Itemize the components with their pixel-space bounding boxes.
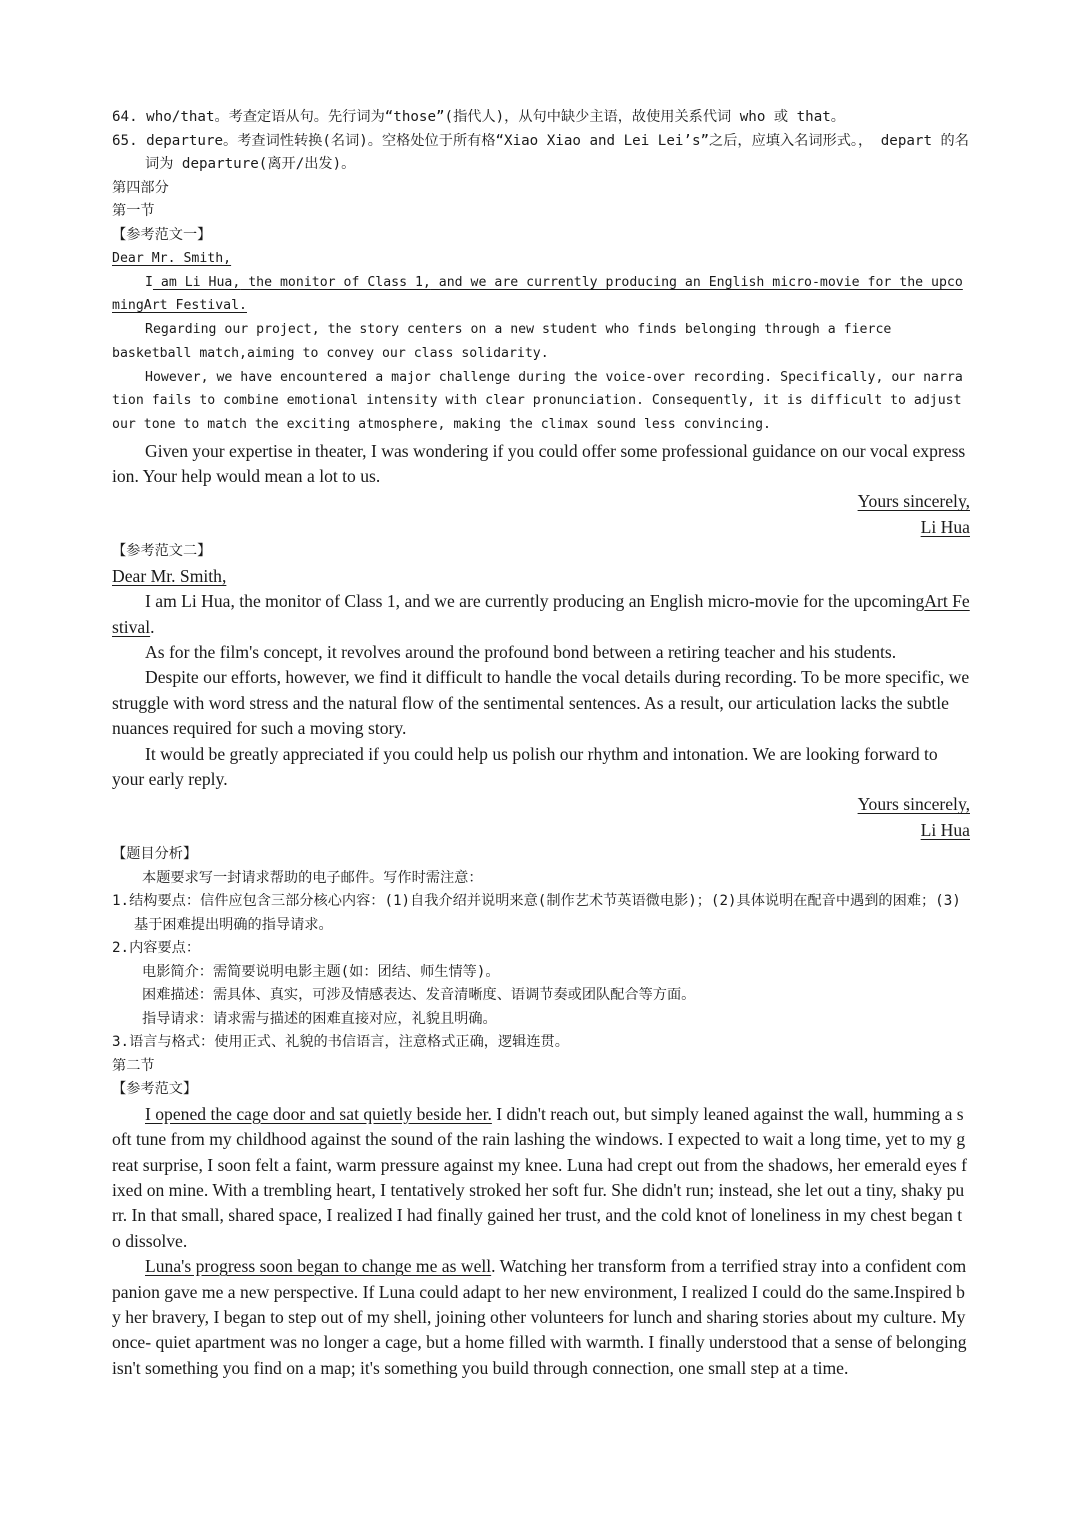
sample1-salutation: Dear Mr. Smith,: [112, 251, 232, 266]
section2-heading: 第二节: [112, 1057, 155, 1074]
sample2-letter: [112, 564, 970, 843]
analysis-sub-2: 困难描述：需具体、真实，可涉及情感表达、发音清晰度、语调节奏或团队配合等方面。: [142, 987, 696, 1004]
sample3-paragraph-1: I opened the cage door and sat quietly beside her. I didn't reach out, but simply leaned against the wall, humming a soft tune from my childhood against the sound of the rain lashing the windows. I expected to wait a long time, yet to my great surprise, I soon felt a faint, warm pressure against my knee. Luna had crept out from the shadows, her emerald eyes fixed on mine. With a trembling heart, I tentatively stroked her soft fur. She didn't run; instead, she let out a tiny, shaky purr. In that small, shared space, I realized I had finally gained her trust, and the cold knot of loneliness in my chest began to dissolve.: [112, 1103, 967, 1251]
sample2-salutation: Dear Mr. Smith,: [112, 565, 227, 586]
sample2-paragraph-4: It would be greatly appreciated if you could help us polish our rhythm and intonation. We are looking forward to your early reply.: [112, 743, 938, 789]
part4-heading: 第四部分: [112, 179, 169, 196]
analysis-item-2: 2.内容要点：: [112, 940, 201, 957]
sample2-paragraph-3: Despite our efforts, however, we find it difficult to handle the vocal details during recording. To be more specific, we struggle with word stress and the natural flow of the sentimental sentences. As a result, our articulation lacks the subtle nuances required for such a moving story.: [112, 667, 970, 739]
sample1-p1-pre: I: [145, 274, 153, 290]
sample1-p1-u2: the monitor of Class 1,: [240, 274, 431, 290]
sample1-p1-u3: and we are currently producing an English micro-movie for the upcomingArt Festival.: [112, 274, 963, 314]
analysis-sub-1: 电影简介：需简要说明电影主题(如：团结、师生情等)。: [142, 963, 500, 980]
sample1-p1-u1: am Li Hua,: [152, 274, 241, 290]
sample2-label: 【参考范文二】: [112, 543, 212, 560]
sample2-signature: Li Hua: [920, 819, 970, 840]
sample2-closing: Yours sincerely,: [857, 794, 970, 815]
sample1-paragraph-4: Given your expertise in theater, I was wondering if you could offer some professional guidance on our vocal expression. Your help would mean a lot to us.: [112, 440, 966, 487]
analysis-intro: 本题要求写一封请求帮助的电子邮件。写作时需注意：: [142, 869, 483, 886]
sample3-paragraph-2: Luna's progress soon began to change me as well. Watching her transform from a terrified stray into a confident companion gave me a new perspective. If Luna could adapt to her new environment, I realized I could do the same.Inspired by her bravery, I began to step out of my shell, joining other volunteers for lunch and sharing stories about my culture. My once- quiet apartment was no longer a cage, but a home filled with warmth. I finally understood that a sense of belonging isn't something you find on a map; it's something you build through connection, one small step at a time.: [112, 1256, 967, 1378]
sample1-paragraph-2: Regarding our project, the story centers on a new student who finds belonging through a fierce basketball match,aiming to convey our class solidarity.: [112, 322, 892, 361]
sample1-label: 【参考范文一】: [112, 226, 212, 243]
sample2-paragraph-2: As for the film's concept, it revolves around the profound bond between a retiring teacher and his students.: [145, 641, 897, 662]
sample1-signature: Li Hua: [920, 516, 970, 537]
answer-65: 65. departure。考查词性转换(名词)。空格处位于所有格“Xiao Xiao and Lei Lei’s”之后，应填入名词形式。， depart 的名词为 departure(离开/出发)。: [112, 132, 969, 172]
analysis-block: [112, 843, 970, 1055]
analysis-item-3: 3.语言与格式：使用正式、礼貌的书信语言，注意格式正确，逻辑连贯。: [112, 1034, 569, 1051]
sample1-paragraph-1: [112, 271, 970, 318]
sample3-label: 【参考范文】: [112, 1081, 198, 1098]
document-page: [112, 106, 970, 1381]
analysis-label: 【题目分析】: [112, 846, 198, 863]
sample1-closing: Yours sincerely,: [857, 491, 970, 512]
analysis-item-1: 1.结构要点：信件应包含三部分核心内容：(1)自我介绍并说明来意(制作艺术节英语微电影)；(2)具体说明在配音中遇到的困难；(3)基于困难提出明确的指导请求。: [112, 893, 961, 933]
sample3-story: [112, 1102, 970, 1381]
analysis-sub-3: 指导请求：请求需与描述的困难直接对应，礼貌且明确。: [142, 1010, 497, 1027]
sample1-paragraph-3: However, we have encountered a major challenge during the voice-over recording. Specifically, our narration fails to combine emotional intensity with clear pronunciation. Consequently, it is difficult to adjust our tone to match the exciting atmosphere, making the climax sound less convincing.: [112, 369, 963, 432]
answer-64: 64. who/that。考查定语从句。先行词为“those”(指代人)，从句中缺少主语，故使用关系代词 who 或 that。: [112, 109, 845, 125]
section1-heading: 第一节: [112, 203, 155, 219]
sample1-letter: [112, 247, 970, 540]
sample2-paragraph-1: I am Li Hua, the monitor of Class 1, and we are currently producing an English micro-movie for the upcomingArt Festival.: [112, 591, 970, 637]
